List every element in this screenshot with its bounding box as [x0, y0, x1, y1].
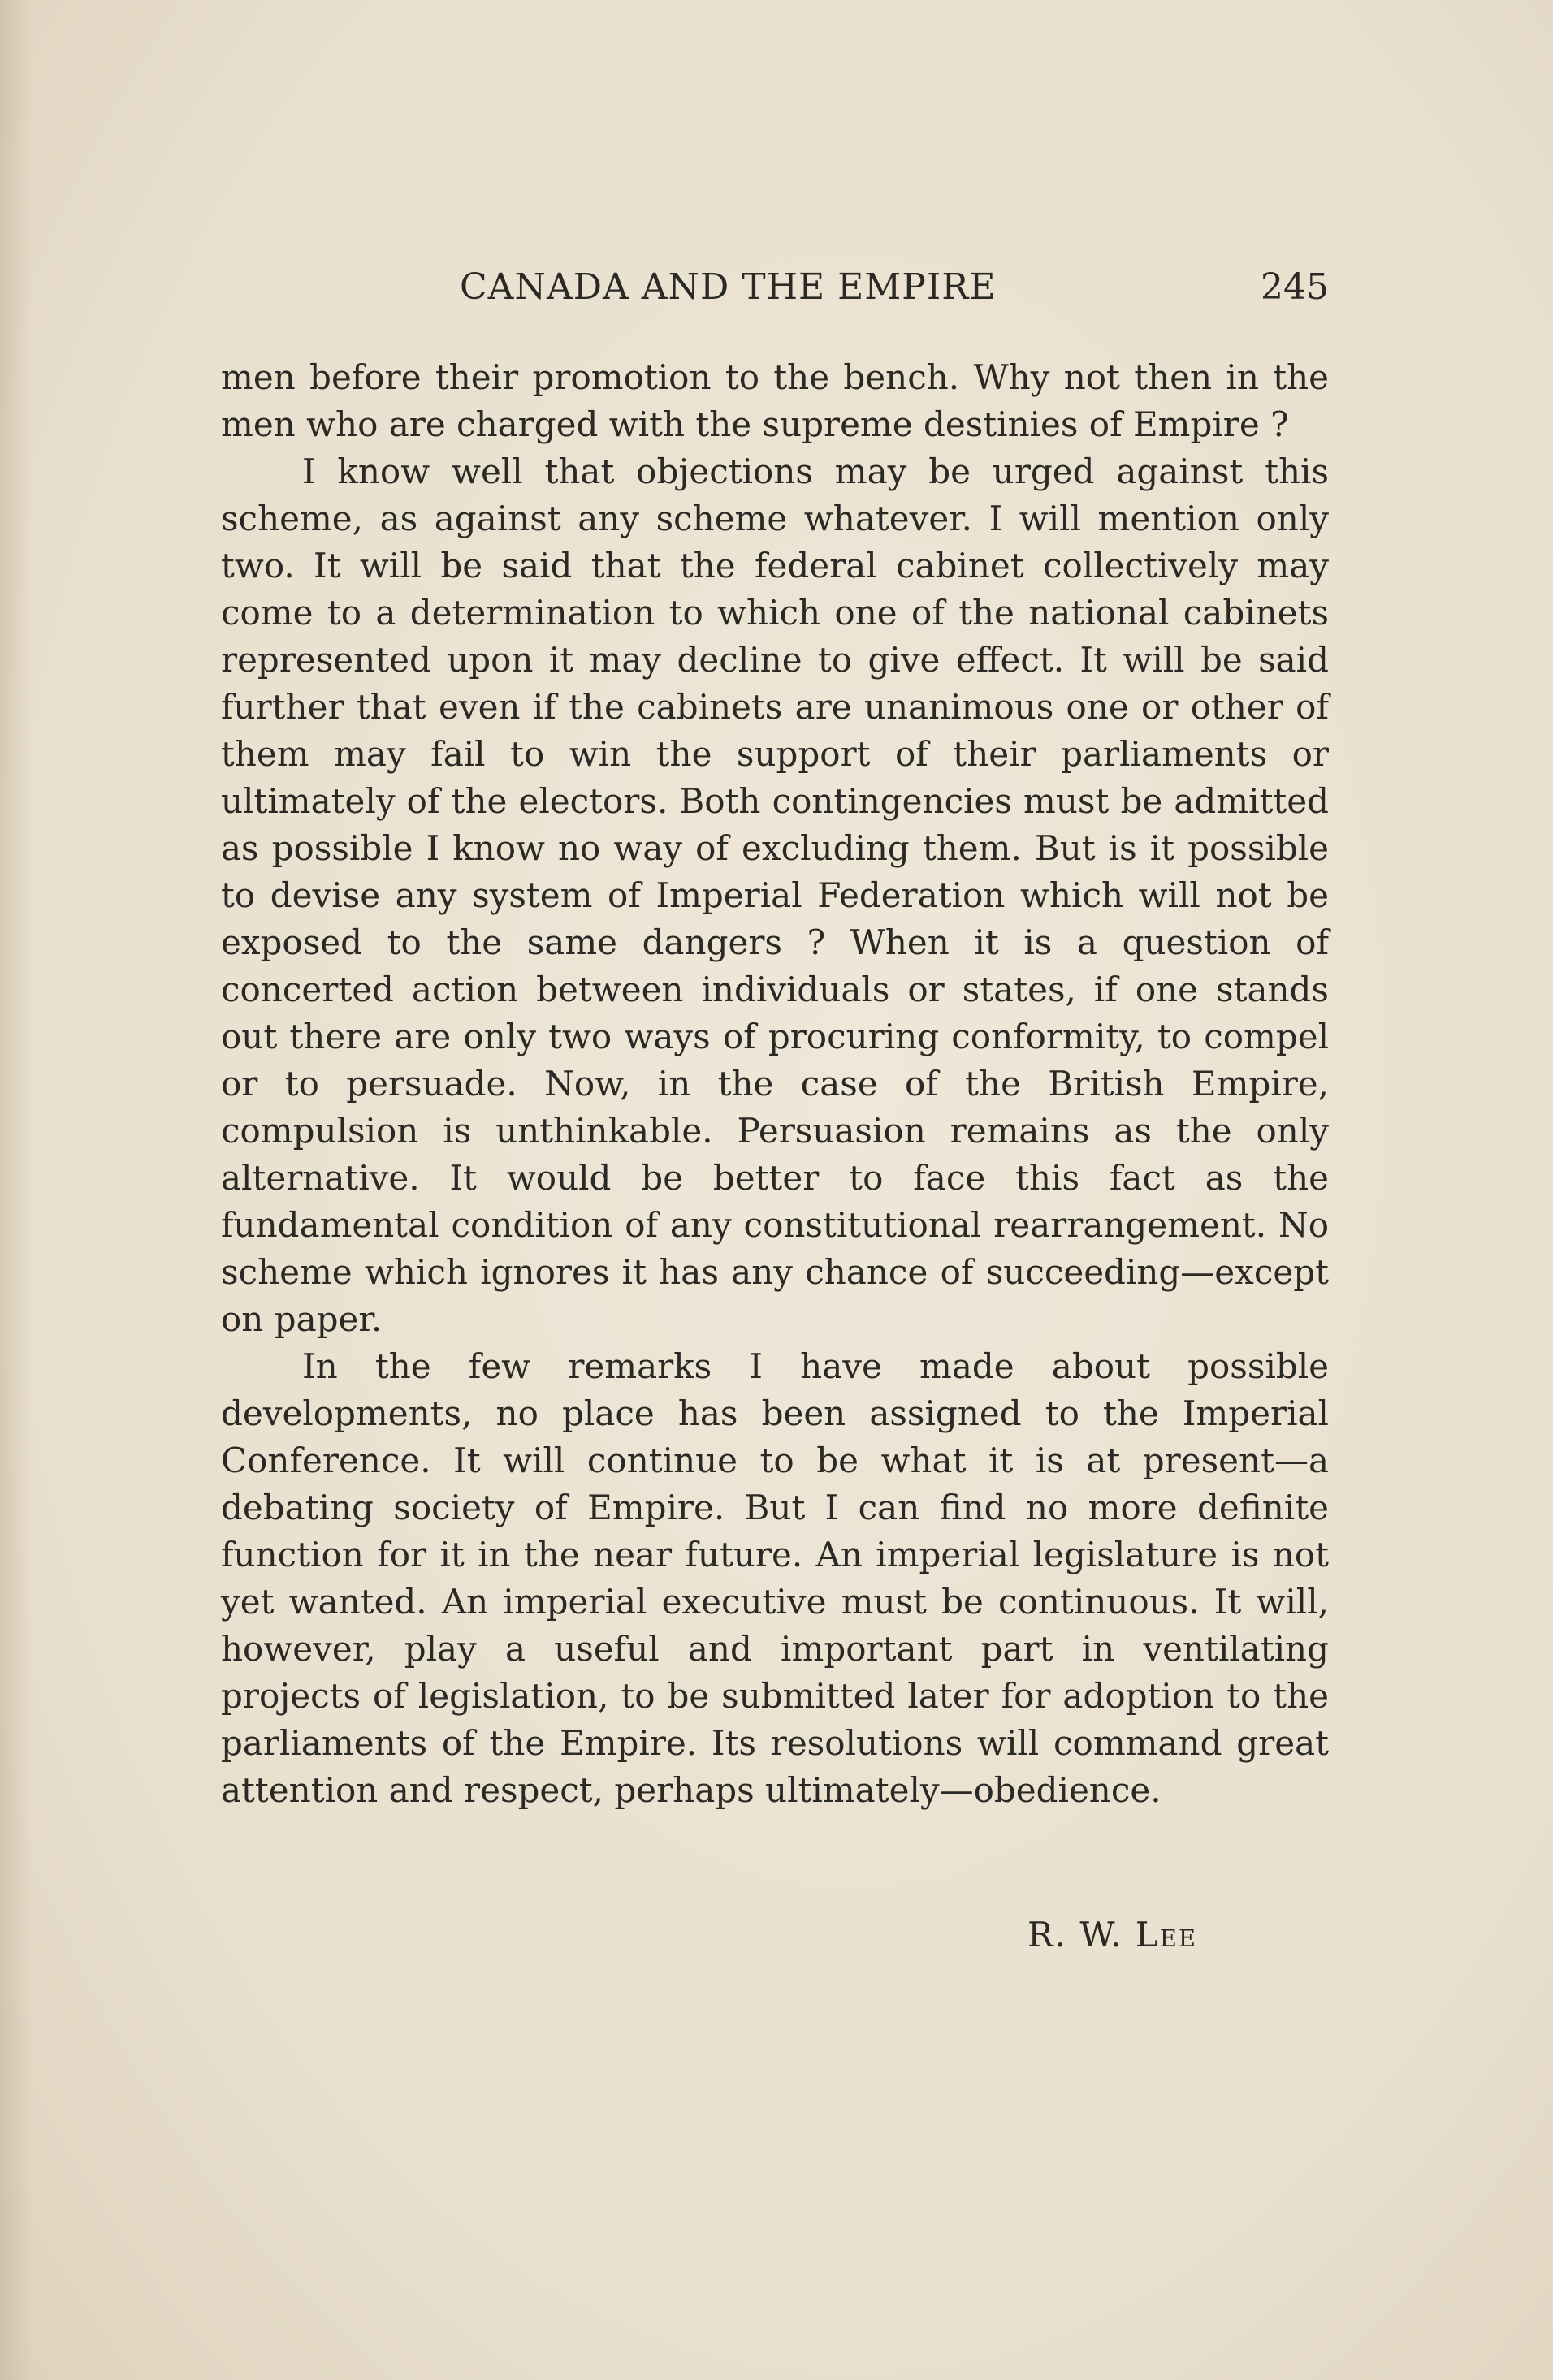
paragraph-imperial-conference: In the few remarks I have made about possible developments, no place has been assigned to the Imperial Conference. It will continue to be what it is at present—a debating society of Empire. But I can find no more definite function for it in the near future. An imperial legislature is not yet wanted. An imperial executive must be continuous. It will, however, play a useful and important part in ventilating projects of legislation, to be submitted later for adoption to the parliaments of the Empire. Its resolutions will command great attention and respect, perhaps ultimately—obedience.: [221, 1346, 1329, 1810]
spine-shadow: [0, 0, 32, 2380]
running-head: [221, 266, 1329, 315]
body-text: [221, 354, 1329, 1814]
author-signature: R. W. Lee: [1027, 1915, 1198, 1955]
paragraph-objections: I know well that objections may be urged against this scheme, as against any scheme whatever. I will mention only two. It will be said that the federal cabinet collectively may come to a determination to which one of the national cabinets represented upon it may decline to give effect. It will be said further that even if the cabinets are unanimous one or other of them may fail to win the support of their parliaments or ultimately of the electors. Both contingencies must be admitted as possible I know no way of excluding them. But is it possible to devise any system of Imperial Federation which will not be exposed to the same dangers ? When it is a question of concerted action between individuals or states, if one stands out there are only two ways of procuring conformity, to compel or to persuade. Now, in the case of the British Empire, compulsion is unthinkable. Persuasion remains as the only alternative. It would be better to face this fact as the fundamental condition of any constitutional rearrangement. No scheme which ignores it has any chance of succeeding—except on paper.: [221, 451, 1329, 1339]
running-title: CANADA AND THE EMPIRE: [460, 266, 997, 308]
paragraph-continuation: men before their promotion to the bench. Why not then in the men who are charged with the supreme destinies of Empire ?: [221, 357, 1329, 444]
page-number: 245: [1261, 266, 1329, 308]
